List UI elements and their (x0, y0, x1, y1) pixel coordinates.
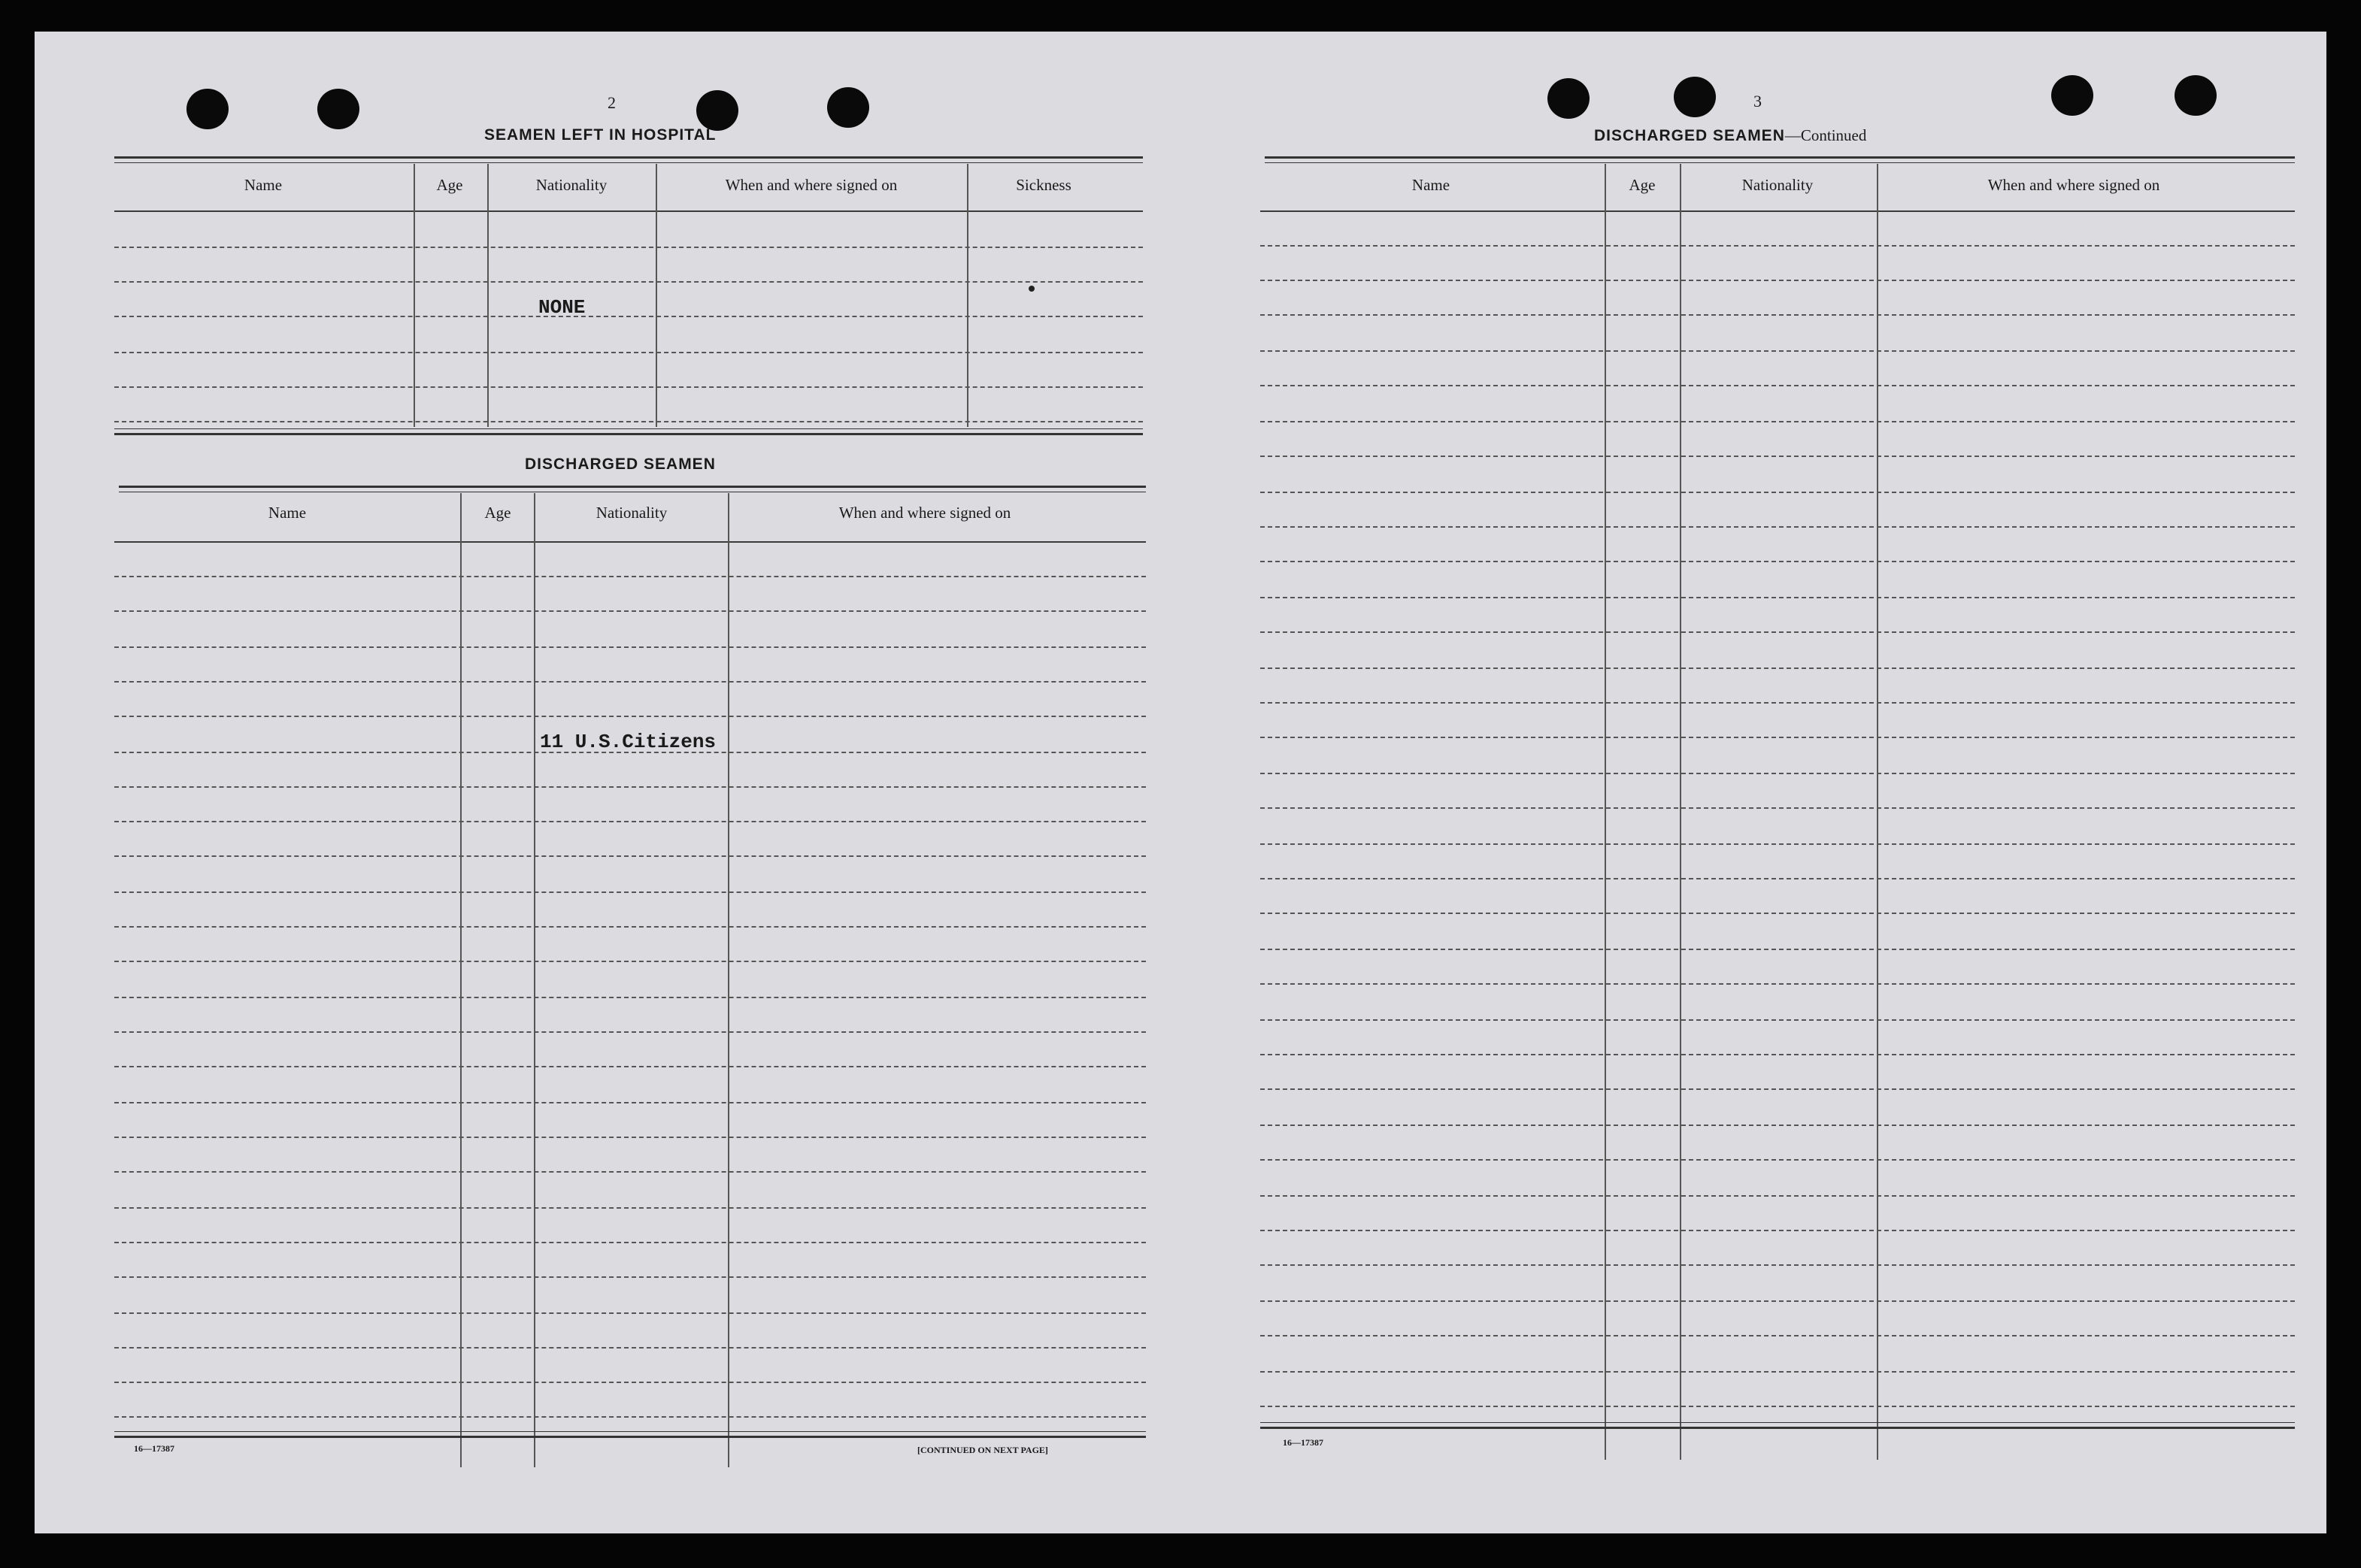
punch-hole (317, 89, 359, 129)
section-title-suffix: —Continued (1784, 126, 1867, 144)
discharged-section-title: DISCHARGED SEAMEN (525, 456, 716, 473)
page-number: 2 (608, 93, 616, 112)
column-header: When and where signed on (725, 176, 898, 194)
column-header: Name (1411, 176, 1450, 194)
punch-hole (2051, 75, 2093, 116)
ink-mark (1029, 286, 1035, 292)
document-sheet (35, 32, 2326, 1533)
column-header: Sickness (1016, 176, 1071, 194)
column-header: Age (484, 504, 511, 522)
section-title-text: DISCHARGED SEAMEN (1594, 127, 1785, 144)
punch-hole (696, 90, 738, 131)
column-header: When and where signed on (1987, 176, 2160, 194)
form-number: 16—17387 (134, 1443, 174, 1454)
continued-note: [CONTINUED ON NEXT PAGE] (917, 1445, 1048, 1455)
form-number: 16—17387 (1283, 1437, 1323, 1448)
column-header: Nationality (1741, 176, 1814, 194)
punch-hole (827, 87, 869, 128)
punch-hole (1547, 78, 1590, 119)
column-header: Nationality (596, 504, 668, 522)
discharged-continued-title (1594, 126, 1866, 145)
column-header: Age (1629, 176, 1656, 194)
hospital-nationality-entry: NONE (538, 296, 586, 319)
column-header: When and where signed on (838, 504, 1011, 522)
punch-hole (186, 89, 229, 129)
punch-hole (2175, 75, 2217, 116)
discharged-nationality-entry: 11 U.S.Citizens (540, 731, 717, 753)
hospital-section-title: SEAMEN LEFT IN HOSPITAL (484, 126, 717, 144)
page-number: 3 (1753, 92, 1762, 110)
punch-hole (1674, 77, 1716, 117)
column-header: Age (436, 176, 463, 194)
column-header: Name (244, 176, 283, 194)
column-header: Name (268, 504, 307, 522)
column-header: Nationality (535, 176, 608, 194)
